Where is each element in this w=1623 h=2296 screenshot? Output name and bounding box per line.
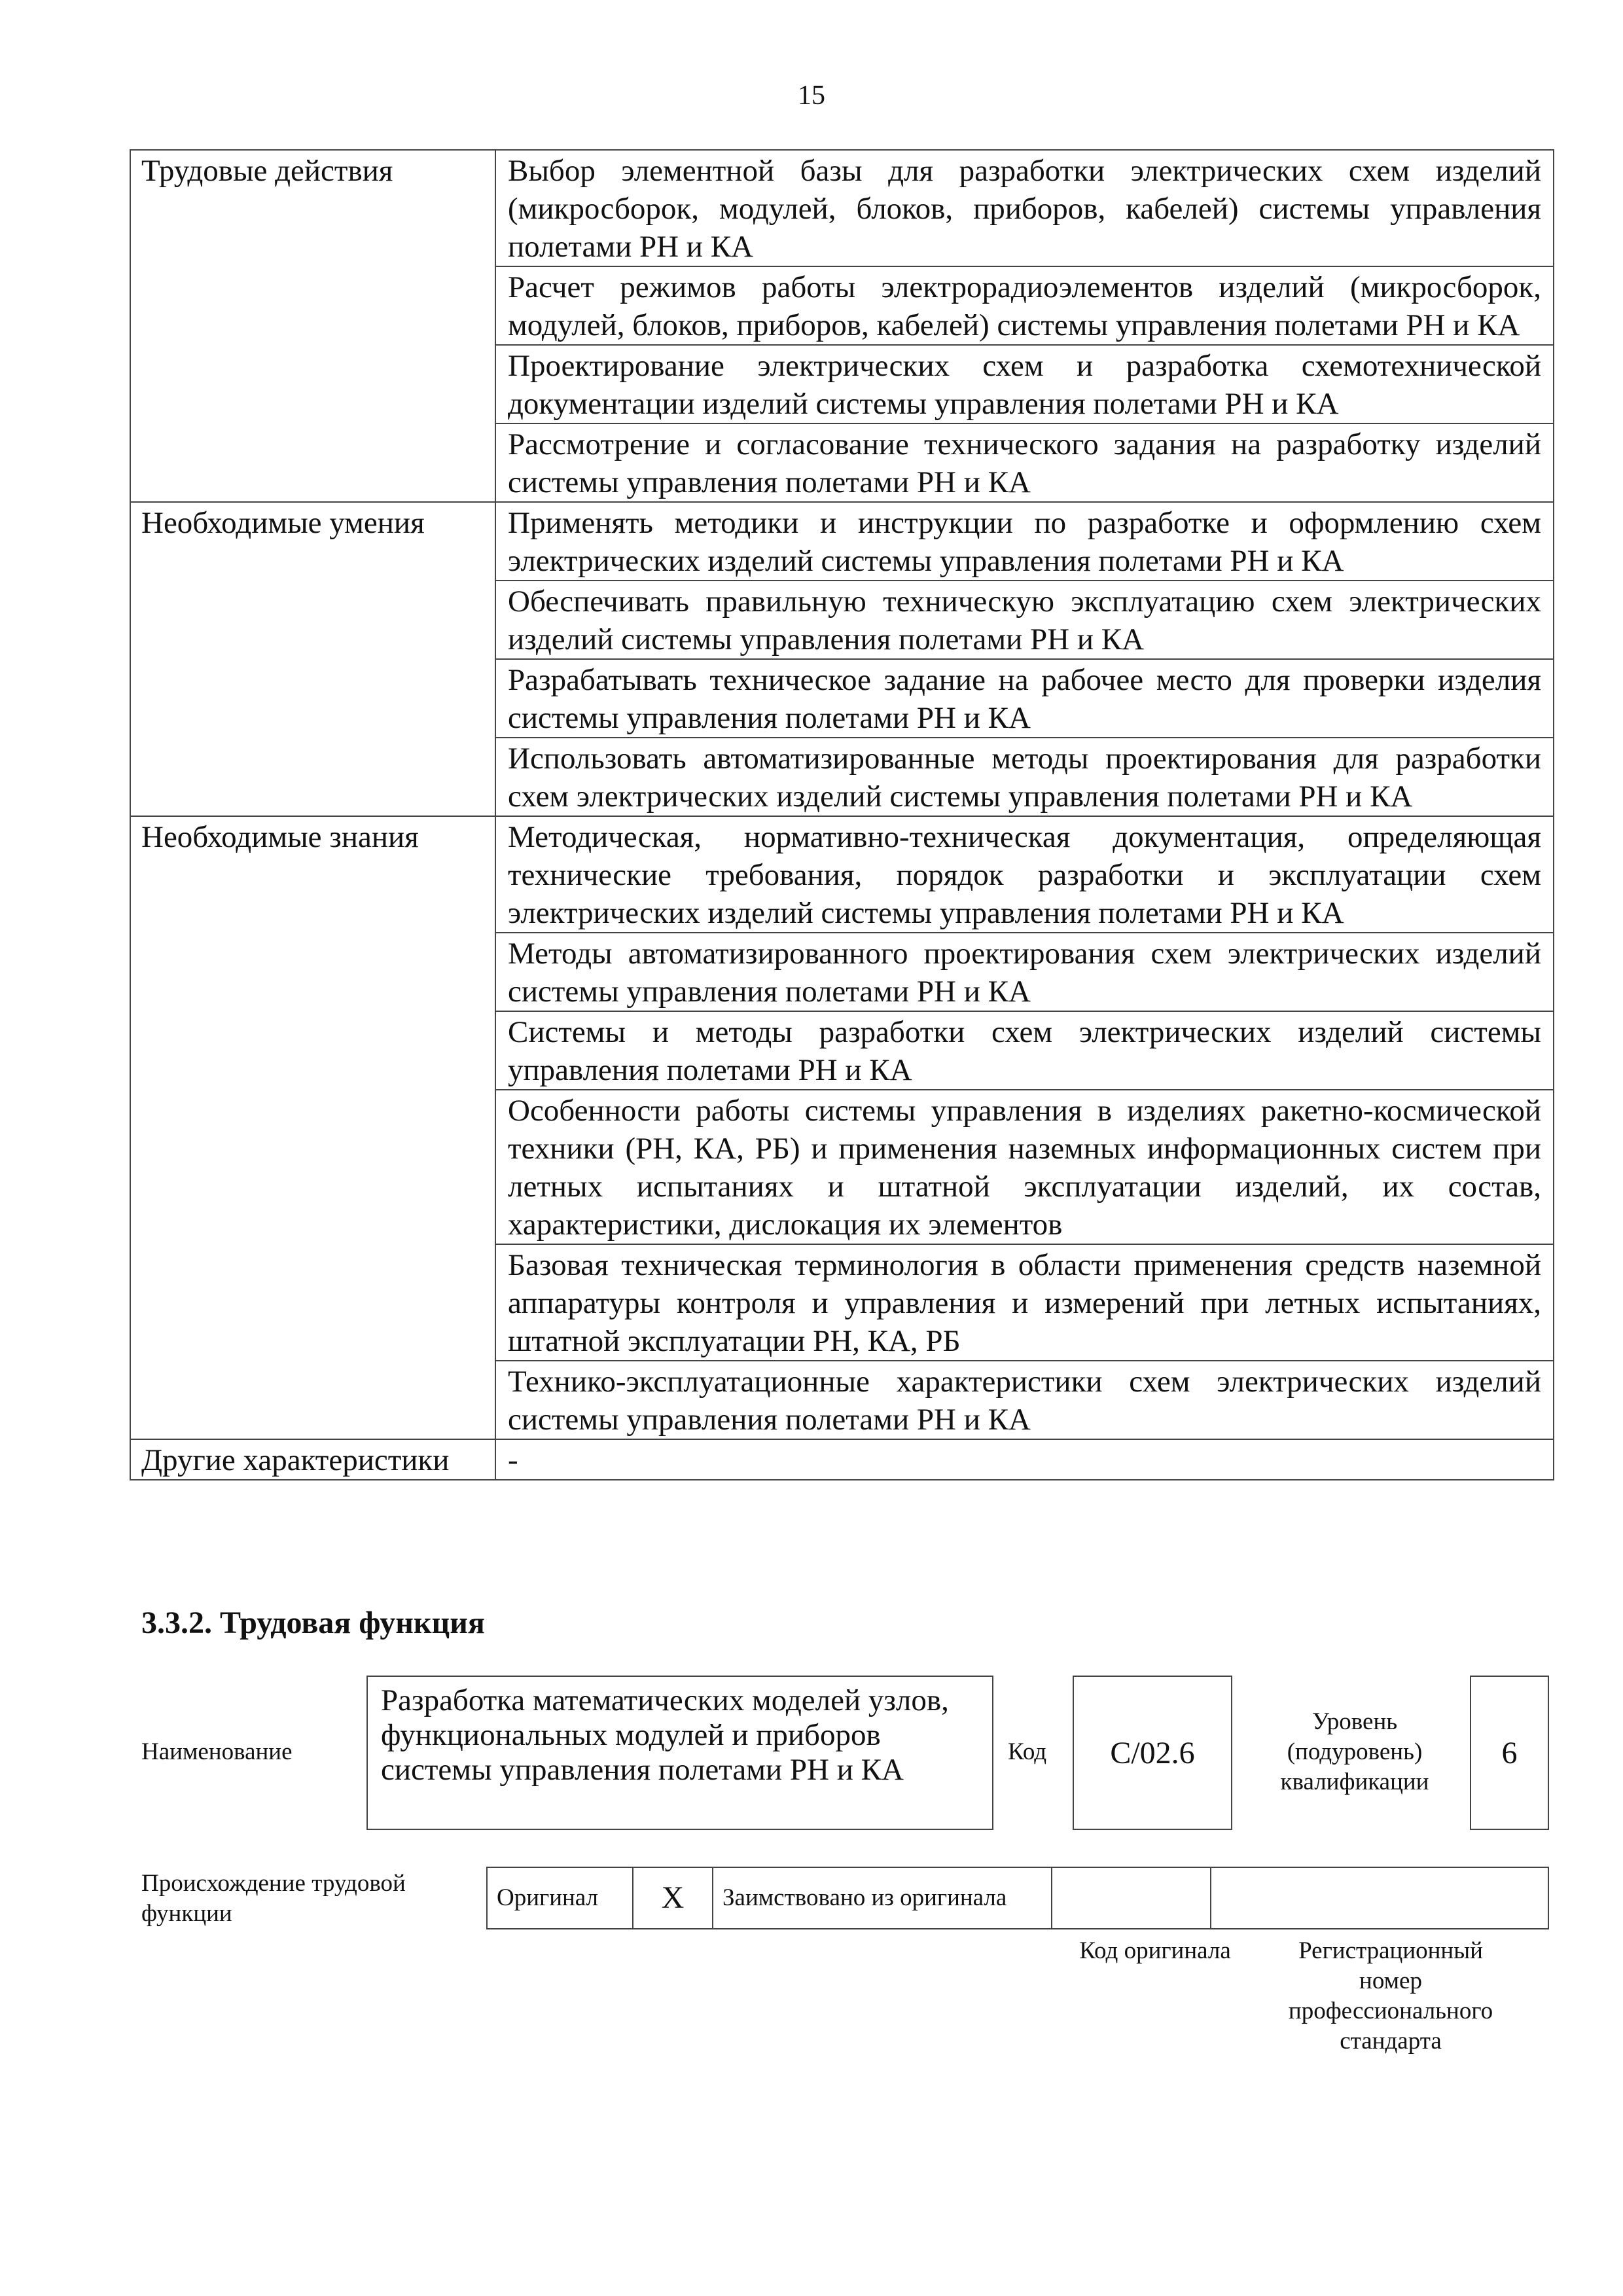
row-item: Базовая техническая терминология в области применения средств наземной аппаратуры контроля и управления и измерений при летных испытаниях, штатной эксплуатации РН, КА, РБ	[495, 1244, 1554, 1361]
table-row	[130, 502, 1554, 581]
table-row	[130, 150, 1554, 266]
labor-function-table-body	[130, 150, 1554, 1480]
caption-registration-number: Регистрационный номер профессионального стандарта	[1288, 1937, 1493, 2054]
row-item: Расчет режимов работы электрорадиоэлементов изделий (микросборок, модулей, блоков, приборов, кабелей) системы управления полетами РН и КА	[495, 266, 1554, 345]
borrowed-label: Заимствовано из оригинала	[713, 1867, 1052, 1929]
row-item: Обеспечивать правильную техническую эксплуатацию схем электрических изделий системы управления полетами РН и КА	[495, 581, 1554, 659]
code-label: Код	[1008, 1738, 1047, 1765]
table-row	[130, 816, 1554, 933]
row-item: Особенности работы системы управления в изделиях ракетно-космической техники (РН, КА, РБ) и применения наземных информационных систем при летных испытаниях и штатной эксплуатации изделий, их состав, характеристики, дислокация их элементов	[495, 1090, 1554, 1244]
qualification-level-field: 6	[1470, 1676, 1549, 1830]
function-code-field: C/02.6	[1073, 1676, 1232, 1830]
row-item: Применять методики и инструкции по разработке и оформлению схем электрических изделий системы управления полетами РН и КА	[495, 502, 1554, 581]
page-number: 15	[798, 81, 825, 111]
qualification-level-label: Уровень (подуровень) квалификации	[1280, 1708, 1429, 1795]
registration-number-cell	[1211, 1867, 1548, 1929]
origin-table	[486, 1867, 1549, 1929]
row-item: Выбор элементной базы для разработки электрических схем изделий (микросборок, модулей, блоков, приборов, кабелей) системы управления полетами РН и КА	[495, 150, 1554, 266]
row-label: Трудовые действия	[130, 150, 495, 502]
labor-function-table	[130, 149, 1554, 1480]
table-row	[130, 1439, 1554, 1480]
row-item: Разрабатывать техническое задание на рабочее место для проверки изделия системы управления полетами РН и КА	[495, 659, 1554, 738]
origin-label: Происхождение трудовой функции	[141, 1870, 406, 1927]
row-label: Необходимые умения	[130, 502, 495, 816]
section-title: 3.3.2. Трудовая функция	[141, 1605, 485, 1640]
caption-original-code: Код оригинала	[1079, 1937, 1231, 1964]
row-item: Методы автоматизированного проектирования схем электрических изделий системы управления полетами РН и КА	[495, 933, 1554, 1011]
function-name-field: Разработка математических моделей узлов, функциональных модулей и приборов системы управления полетами РН и КА	[366, 1676, 993, 1830]
row-label: Необходимые знания	[130, 816, 495, 1439]
row-item: Методическая, нормативно-техническая документация, определяющая технические требования, порядок разработки и эксплуатации схем электрических изделий системы управления полетами РН и КА	[495, 816, 1554, 933]
row-label: Другие характеристики	[130, 1439, 495, 1480]
row-item: Технико-эксплуатационные характеристики схем электрических изделий системы управления полетами РН и КА	[495, 1361, 1554, 1439]
row-item: Рассмотрение и согласование технического задания на разработку изделий системы управления полетами РН и КА	[495, 423, 1554, 502]
row-item: Проектирование электрических схем и разработка схемотехнической документации изделий системы управления полетами РН и КА	[495, 345, 1554, 423]
row-item: Системы и методы разработки схем электрических изделий системы управления полетами РН и КА	[495, 1011, 1554, 1090]
original-mark: X	[633, 1867, 713, 1929]
name-label: Наименование	[141, 1738, 293, 1765]
row-item: -	[495, 1439, 1554, 1480]
original-label: Оригинал	[487, 1867, 633, 1929]
row-item: Использовать автоматизированные методы проектирования для разработки схем электрических изделий системы управления полетами РН и КА	[495, 738, 1554, 816]
original-code-cell	[1052, 1867, 1211, 1929]
